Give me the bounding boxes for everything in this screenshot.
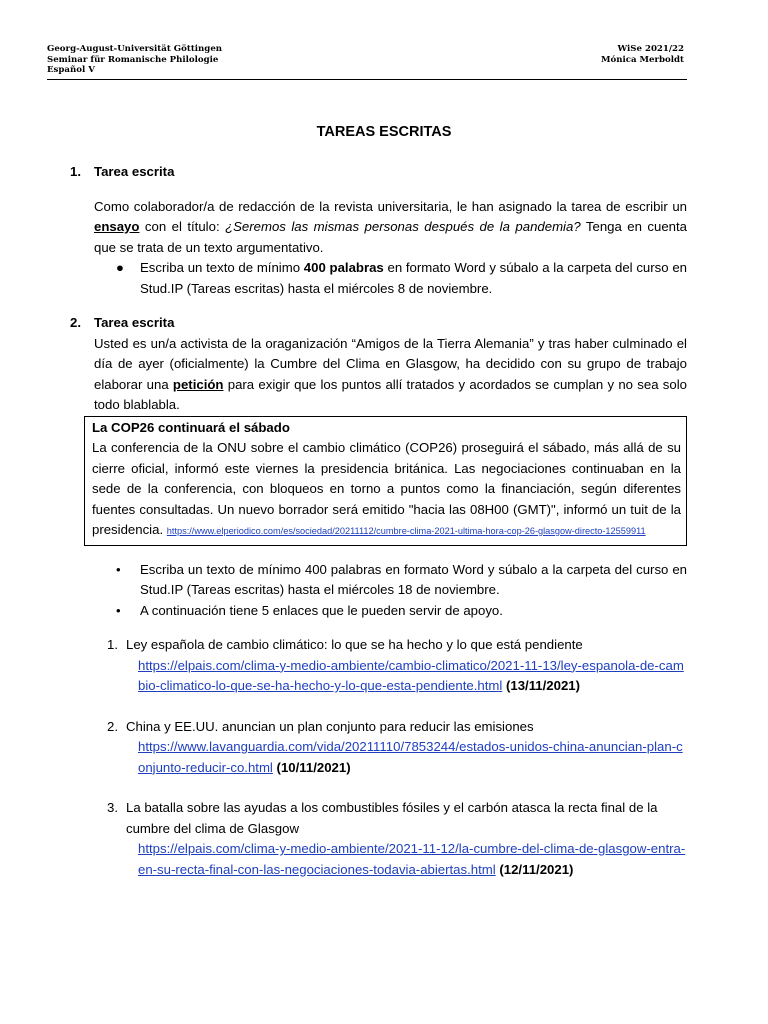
task1-heading-text: Tarea escrita bbox=[94, 164, 175, 179]
page-title: TAREAS ESCRITAS bbox=[316, 124, 452, 140]
header-left bbox=[47, 44, 222, 76]
document-body bbox=[70, 162, 687, 900]
header-university: Georg-August-Universität Göttingen bbox=[47, 44, 223, 54]
task1-essay-keyword: ensayo bbox=[94, 219, 140, 234]
task1-heading bbox=[70, 162, 687, 183]
task1-bullet-text-b: en formato Word y súbalo a la carpeta del curso en Stud.IP (Tareas escritas) hasta el miércoles 8 de noviembre. bbox=[140, 260, 687, 296]
header-right bbox=[601, 44, 684, 65]
task1-essay-title: ¿Seremos las mismas personas después de la pandemia? bbox=[225, 219, 581, 234]
news-excerpt-body: La conferencia de la ONU sobre el cambio climático (COP26) proseguirá el sábado, más allá de su cierre oficial, informó este viernes la presidencia británica. Las negociaciones continuaban en la sede de la conferencia, con bloqueos en torno a puntos como la financiación, según diferentes fuentes consultadas. Un nuevo borrador será emitido "hacia las 08H00 (GMT)", informó un tuit de la presidencia. bbox=[92, 440, 681, 537]
list-item bbox=[94, 601, 687, 622]
resource-title: China y EE.UU. anuncian un plan conjunto para reducir las emisiones bbox=[126, 718, 534, 734]
task2-heading-text: Tarea escrita bbox=[94, 315, 175, 330]
task2-number: 2. bbox=[70, 315, 81, 330]
bullet-icon: • bbox=[116, 602, 121, 618]
resource-url[interactable]: https://elpais.com/clima-y-medio-ambiente/2021-11-12/la-cumbre-del-clima-de-glasgow-entra-en-su-recta-final-con-las-negociaciones-todavia-abiertas.html bbox=[138, 841, 686, 877]
resource-title: La batalla sobre las ayudas a los combustibles fósiles y el carbón atasca la recta final de la cumbre del clima de Glasgow bbox=[126, 800, 658, 836]
header-course: Español V bbox=[47, 65, 95, 76]
header-seminar: Seminar für Romanische Philologie bbox=[47, 54, 219, 65]
task1-bullet-text-a: Escriba un texto de mínimo bbox=[140, 260, 304, 275]
task2-petition-keyword: petición bbox=[172, 376, 224, 392]
task1-number: 1. bbox=[70, 164, 81, 179]
news-excerpt-box bbox=[84, 416, 687, 546]
task1-text-b: con el título: bbox=[139, 219, 226, 234]
resource-date: (10/11/2021) bbox=[276, 759, 351, 775]
task1-bullets bbox=[94, 258, 687, 299]
resource-url[interactable]: https://www.lavanguardia.com/vida/20211110/7853244/estados-unidos-china-anuncian-plan-conjunto-reducir-co.html bbox=[138, 739, 683, 775]
task1-paragraph bbox=[94, 197, 687, 259]
list-item bbox=[94, 258, 687, 299]
resource-link-item bbox=[70, 798, 687, 880]
resource-date: (12/11/2021) bbox=[499, 861, 574, 877]
resource-number: 2. bbox=[107, 718, 118, 734]
task1-text-a: Como colaborador/a de redacción de la revista universitaria, le han asignado la tarea de escribir un bbox=[94, 198, 687, 214]
resource-number: 1. bbox=[107, 637, 118, 652]
header-rule bbox=[47, 79, 687, 80]
task2-bullet-text: Escriba un texto de mínimo 400 palabras en formato Word y súbalo a la carpeta del curso en Stud.IP (Tareas escritas) hasta el miércoles 18 de noviembre. bbox=[140, 561, 687, 597]
task2-bullets bbox=[94, 560, 687, 622]
resource-title: Ley española de cambio climático: lo que se ha hecho y lo que está pendiente bbox=[126, 637, 583, 652]
resource-number: 3. bbox=[107, 800, 118, 815]
news-excerpt-text bbox=[92, 438, 681, 542]
task1-text-c: Tenga en cuenta que se trata de un texto argumentativo. bbox=[94, 219, 687, 255]
news-excerpt-link[interactable]: https://www.elperiodico.com/es/sociedad/20211112/cumbre-clima-2021-ultima-hora-cop-26-glasgow-directo-12559911 bbox=[166, 526, 646, 536]
news-excerpt-title: La COP26 continuará el sábado bbox=[92, 419, 290, 435]
resource-url[interactable]: https://elpais.com/clima-y-medio-ambiente/cambio-climatico/2021-11-13/ley-espanola-de-cambio-climatico-lo-que-se-ha-hecho-y-lo-que-esta-pendiente.html bbox=[138, 657, 684, 693]
resource-link-item bbox=[70, 635, 687, 697]
task2-heading bbox=[70, 313, 687, 334]
bullet-icon: • bbox=[116, 561, 121, 577]
task1-bullet-words: 400 palabras bbox=[303, 260, 384, 275]
bullet-icon: ● bbox=[116, 260, 124, 275]
task2-paragraph bbox=[94, 334, 687, 416]
task2-text-b: para exigir que los puntos allí tratados y acordados se cumplan y no sea solo todo blablabla. bbox=[94, 376, 687, 412]
task2-text-a: Usted es un/a activista de la oraganización “Amigos de la Tierra Alemania” y tras haber culminado el día de ayer (oficialmente) la Cumbre del Clima en Glasgow, ha decidido con su grupo de trabajo elaborar una bbox=[94, 335, 687, 392]
header-semester: WiSe 2021/22 bbox=[617, 44, 684, 54]
resource-date: (13/11/2021) bbox=[505, 678, 581, 693]
resource-link-item bbox=[70, 717, 687, 779]
header-teacher: Mónica Merboldt bbox=[600, 54, 684, 65]
resource-links bbox=[70, 635, 687, 880]
list-item bbox=[94, 560, 687, 601]
task2-bullet-text: A continuación tiene 5 enlaces que le pueden servir de apoyo. bbox=[140, 602, 503, 618]
